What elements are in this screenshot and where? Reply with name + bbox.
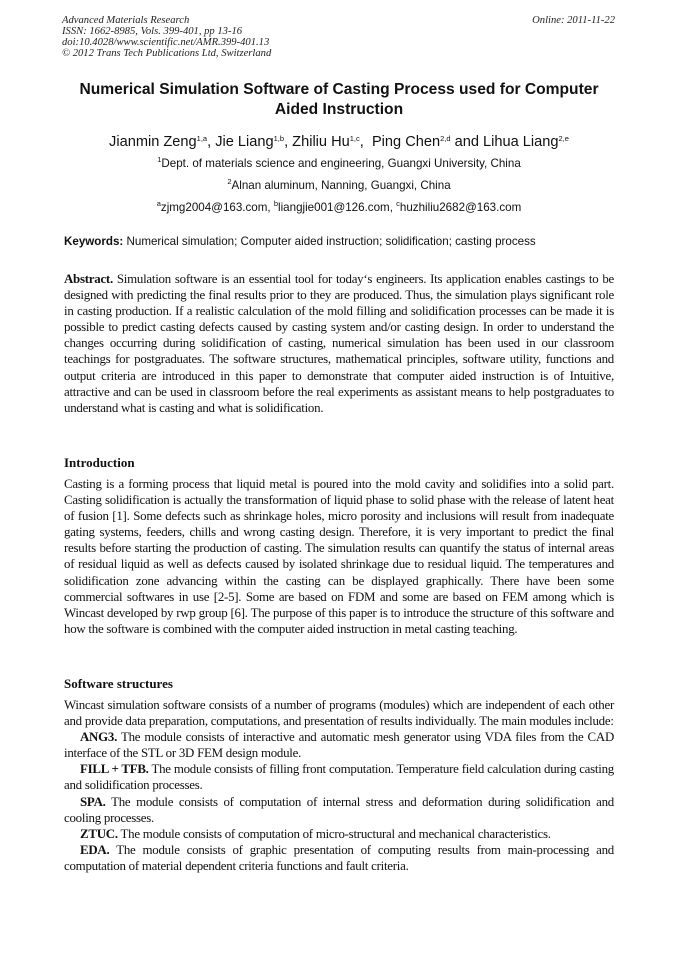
abstract-label: Abstract. xyxy=(64,272,113,286)
module-name: ZTUC. xyxy=(80,826,118,841)
affiliation-sup: 2 xyxy=(227,177,232,186)
abstract-text: Simulation software is an essential tool for today‘s engineers. Its application enables castings to be designed with predicting the final results prior to they are produced. Thus, the simulation plays significant role in casting production. If a realistic calculation of the mold filling and solidification processes can be made it is possible to predict casting defects caused by casting system and/or casting design. In order to understand the changes occurring during solidification of casting, numerical simulation has been used in our classroom teachings for postgraduates. The software structures, mathematical principles, software utility, functions and output criteria are introduced in this paper to demonstrate that computer aided instruction is of Intuitive, attractive and can be used in classroom before the real experiments as assistant means to help postgraduates to understand what is casting and what is solidification. xyxy=(64,272,614,415)
author-name: Lihua Liang xyxy=(483,134,559,150)
software-intro: Wincast simulation software consists of a number of programs (modules) which are independent of each other and provide data preparation, computations, and presentation of results individually. The main modules include: xyxy=(64,698,614,729)
author-sup: 2,e xyxy=(558,134,569,143)
keywords xyxy=(64,235,619,249)
email-address: liangjie001@126.com, xyxy=(278,201,397,214)
affiliation-2 xyxy=(40,179,638,193)
author-name: Ping Chen xyxy=(371,134,441,150)
module-name: ANG3. xyxy=(80,730,118,745)
doi-line: doi:10.4028/www.scientific.net/AMR.399-401.13 xyxy=(62,37,270,48)
module-name: FILL + TFB. xyxy=(80,762,149,777)
paper-title: Numerical Simulation Software of Casting Process used for Computer Aided Instruction xyxy=(79,81,599,118)
email-sup: b xyxy=(273,199,279,208)
author-separator: , xyxy=(359,134,372,150)
author-name: Jie Liang xyxy=(215,134,274,150)
email-address: zjmg2004@163.com, xyxy=(160,201,274,214)
online-date: Online: 2011-11-22 xyxy=(532,15,615,26)
author-sup: 1,a xyxy=(196,134,208,143)
email-list xyxy=(40,201,638,215)
module-spa xyxy=(64,794,614,826)
module-fill-tfb xyxy=(64,761,614,793)
module-name: EDA. xyxy=(80,842,110,857)
introduction-text: Casting is a forming process that liquid metal is poured into the mold cavity and solidifies into a solid part. Casting solidification is actually the transformation of liquid phase to solid phase with the release of latent heat of fusion [1]. Some defects such as shrinkage holes, micro porosity and inclusions will result from inadequate gating systems, feeders, chills and wrong casting design. Therefore, it is very important to predict the final results before starting the production of casting. The simulation results can quantify the status of internal areas of residual liquid as well as defects caused by isolated shrinkage due to residual liquid. The temperatures and solidification zone advancing within the casting can be displayed graphically. There have been some commercial softwares in use [2-5]. Some are based on FDM and some are based on FEM among which is Wincast developed by rwp group [6]. The purpose of this paper is to introduce the structure of this software and how the software is combined with the computer aided instruction in metal casting teaching. xyxy=(64,477,614,636)
module-text: The module consists of computation of micro-structural and mechanical characteristics. xyxy=(117,826,551,841)
author-name: Jianmin Zeng xyxy=(109,134,197,150)
module-eda xyxy=(64,842,614,874)
copyright-line: © 2012 Trans Tech Publications Ltd, Switzerland xyxy=(62,48,272,59)
abstract xyxy=(64,271,614,416)
keywords-text: Numerical simulation; Computer aided instruction; solidification; casting process xyxy=(123,235,536,248)
email-address: huzhiliu2682@163.com xyxy=(399,201,522,214)
author-separator: , xyxy=(207,134,216,150)
email-sup: a xyxy=(156,199,161,208)
module-text: The module consists of computation of internal stress and deformation during solidification and cooling processes. xyxy=(64,794,614,825)
affiliation-sup: 1 xyxy=(157,155,162,164)
module-ang3 xyxy=(64,729,614,761)
author-sup: 2,d xyxy=(440,134,451,143)
journal-header xyxy=(62,15,271,59)
affiliation-1 xyxy=(40,157,638,171)
author-separator: , xyxy=(284,134,293,150)
module-text: The module consists of graphic presentation of computing results from main-processing and computation of material dependent criteria functions and fault criteria. xyxy=(64,842,614,873)
module-name: SPA. xyxy=(80,794,106,809)
author-list xyxy=(40,133,638,151)
introduction-heading: Introduction xyxy=(64,455,135,470)
software-section xyxy=(64,697,614,874)
author-sup: 1,b xyxy=(273,134,285,143)
issn-line: ISSN: 1662-8985, Vols. 399-401, pp 13-16 xyxy=(62,26,243,37)
journal-name: Advanced Materials Research xyxy=(62,15,190,26)
author-sup: 1,c xyxy=(349,134,360,143)
affiliation-text: Alnan aluminum, Nanning, Guangxi, China xyxy=(231,179,451,192)
author-name: Zhiliu Hu xyxy=(292,134,350,150)
software-heading: Software structures xyxy=(64,676,173,691)
email-sup: c xyxy=(396,199,400,208)
module-text: The module consists of filling front computation. Temperature field calculation during casting and solidification processes. xyxy=(64,762,614,793)
module-text: The module consists of interactive and automatic mesh generator using VDA files from the CAD interface of the STL or 3D FEM design module. xyxy=(64,730,614,761)
affiliation-text: Dept. of materials science and engineering, Guangxi University, China xyxy=(161,157,521,170)
module-ztuc xyxy=(64,826,614,842)
keywords-label: Keywords: xyxy=(64,235,124,248)
author-separator: and xyxy=(450,134,484,150)
